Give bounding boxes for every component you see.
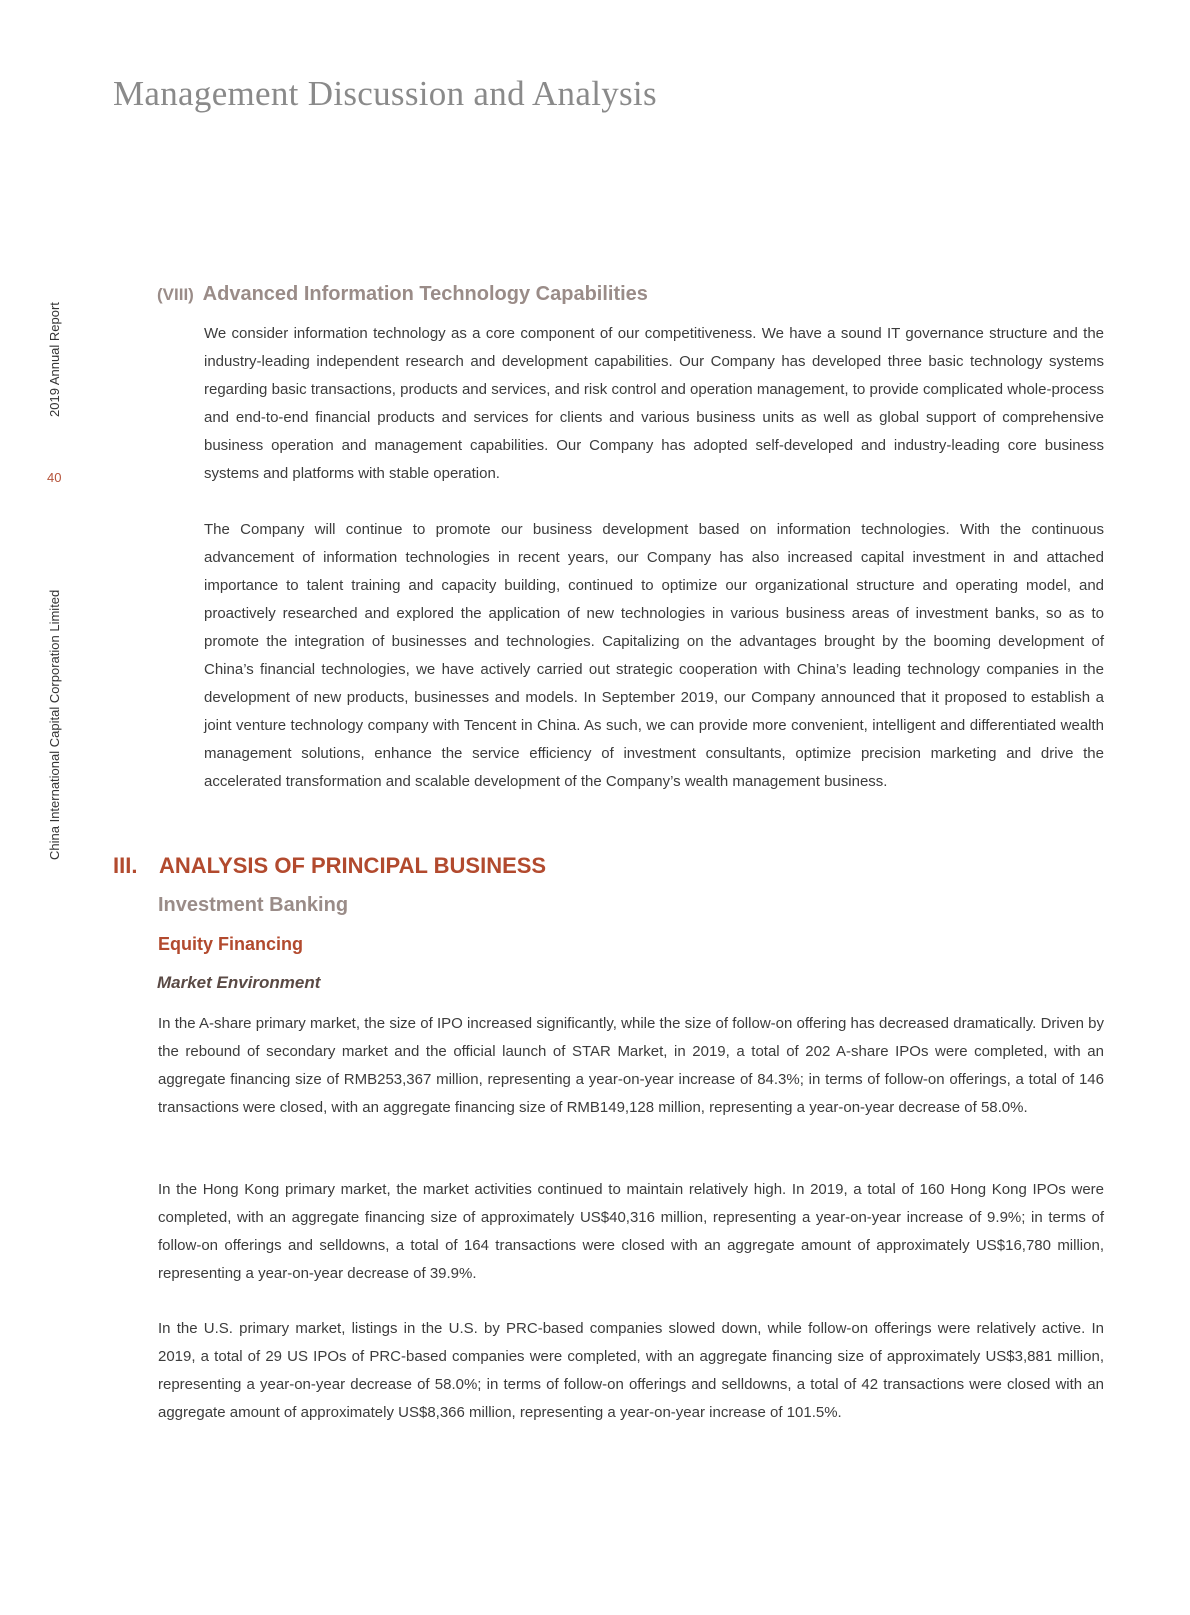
paragraph: In the Hong Kong primary market, the market activities continued to maintain relatively high. In 2019, a total of 160 Hong Kong IPOs were completed, with an aggregate financing size of approximately US$40,316 million, representing a year-on-year increase of 9.9%; in terms of follow-on offerings and selldowns, a total of 164 transactions were closed with an aggregate amount of approximately US$16,780 million, representing a year-on-year decrease of 39.9%. [158,1181,1104,1282]
sidebar-company-label: China International Capital Corporation Limited [47,589,62,860]
section-viii-heading [157,283,648,306]
paragraph: In the U.S. primary market, listings in the U.S. by PRC-based companies slowed down, while follow-on offerings were relatively active. In 2019, a total of 29 US IPOs of PRC-based companies were completed, with an aggregate financing size of approximately US$3,881 million, representing a year-on-year decrease of 58.0%; in terms of follow-on offerings and selldowns, a total of 42 transactions were closed with an aggregate amount of approximately US$8,366 million, representing a year-on-year increase of 101.5%. [158,1320,1104,1421]
page-number: 40 [47,470,62,485]
paragraph: We consider information technology as a core component of our competitiveness. We have a sound IT governance structure and the industry-leading independent research and development capabilities. Our Company has developed three basic technology systems regarding basic transactions, products and services, and risk control and operation management, to provide complicated whole-process and end-to-end financial products and services for clients and various business units as well as global support of comprehensive business operation and management capabilities. Our Company has adopted self-developed and industry-leading core business systems and platforms with stable operation. [204,325,1104,482]
paragraph: The Company will continue to promote our business development based on information technologies. With the continuous advancement of information technologies in recent years, our Company has also increased capital investment in and attached importance to talent training and capacity building, continued to optimize our organizational structure and operating model, and proactively researched and explored the application of new technologies in various business areas of investment banks, so as to promote the integration of businesses and technologies. Capitalizing on the advantages brought by the booming development of China’s financial technologies, we have actively carried out strategic cooperation with China’s leading technology companies in the development of new products, businesses and models. In September 2019, our Company announced that it proposed to establish a joint venture technology company with Tencent in China. As such, we can provide more convenient, intelligent and differentiated wealth management solutions, enhance the service efficiency of investment consultants, optimize precision marketing and drive the accelerated transformation and scalable development of the Company’s wealth management business. [204,521,1104,790]
section-viii-number: (VIII) [157,285,194,304]
section-iii-heading [113,853,546,879]
paragraph: In the A-share primary market, the size of IPO increased significantly, while the size of follow-on offering has decreased dramatically. Driven by the rebound of secondary market and the official launch of STAR Market, in 2019, a total of 202 A-share IPOs were completed, with an aggregate financing size of RMB253,367 million, representing a year-on-year increase of 84.3%; in terms of follow-on offerings, a total of 146 transactions were closed, with an aggregate financing size of RMB149,128 million, representing a year-on-year decrease of 58.0%. [158,1015,1104,1116]
sidebar-report-label: 2019 Annual Report [47,302,62,417]
subsubsection-heading: Equity Financing [158,934,304,954]
topic-heading: Market Environment [157,973,321,992]
section-iii-title: ANALYSIS OF PRINCIPAL BUSINESS [159,853,547,878]
section-viii-title: Advanced Information Technology Capabilities [202,283,648,305]
page-title: Management Discussion and Analysis [113,74,657,113]
subsection-heading: Investment Banking [158,894,349,916]
section-iii-number: III. [113,853,138,878]
